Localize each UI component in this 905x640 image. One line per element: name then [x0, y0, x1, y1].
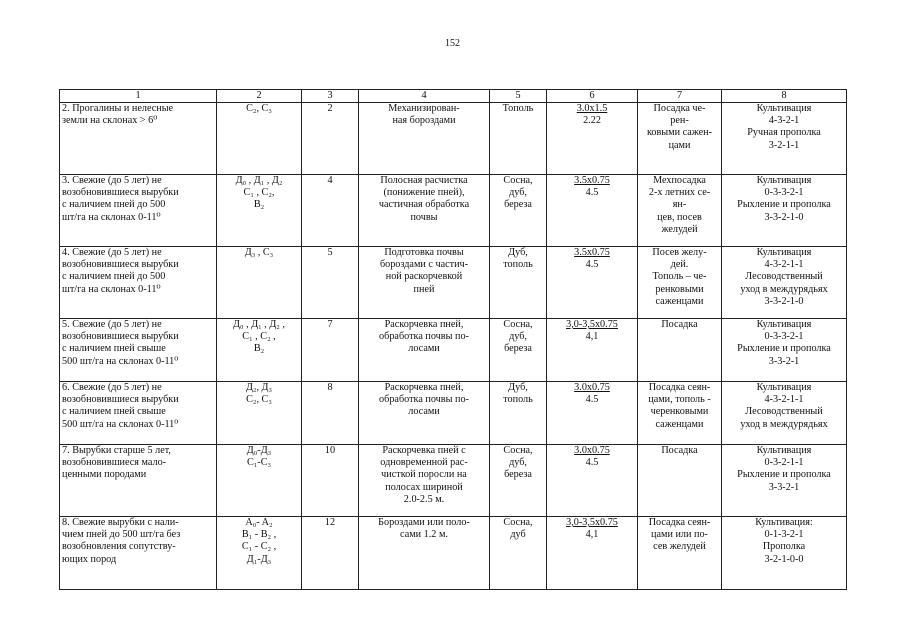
column-header-4: 4	[359, 90, 490, 103]
cell-forest-type-line: Д₀ , Д₁ , Д₂ ,	[233, 319, 285, 330]
column-header-7: 7	[638, 90, 722, 103]
cell-site-conditions-line: возобновившиеся вырубки	[62, 259, 179, 271]
column-header-2: 2	[217, 90, 302, 103]
cell-species-line: береза	[504, 343, 532, 355]
cell-site-conditions-line: 2. Прогалины и нелесные	[62, 103, 174, 114]
cell-forest-type-line: C₁ , C₂ ,	[242, 331, 276, 343]
cell-forest-type-line: B₂	[253, 343, 265, 355]
cell-soil-preparation-line: 2.0-2.5 м.	[403, 493, 445, 505]
spacing-value: 3.0x1.5	[576, 103, 608, 114]
cell-soil-preparation-line: Раскорчевка пней с	[382, 445, 466, 456]
cell-forest-type-line: Д₁-Д₃	[246, 553, 272, 565]
cell-species-line: дуб,	[509, 457, 527, 469]
cell-soil-preparation-line: ной раскорчевкой	[385, 271, 463, 283]
cell-species	[490, 247, 547, 319]
cell-site-conditions-line: 8. Свежие вырубки с нали-	[62, 517, 179, 528]
cell-spacing	[547, 175, 638, 247]
cell-tending-line: уход в междурядьях	[740, 418, 828, 430]
column-header-5: 5	[490, 90, 547, 103]
cell-site-conditions-line: 4. Свежие (до 5 лет) не	[62, 247, 162, 258]
cell-planting-method-line: Посадка че-	[653, 103, 706, 114]
cell-forest-type-line: C₁ , C₂,	[243, 187, 275, 199]
cell-species	[490, 517, 547, 590]
cell-tending-line: 3-3-2-1	[768, 355, 800, 367]
cell-number: 5	[302, 247, 359, 319]
cell-planting-method-line: ренковыми	[655, 283, 704, 295]
cell-soil-preparation-line: пней	[413, 283, 435, 295]
spacing-value: 3,0-3,5x0.75	[566, 517, 618, 528]
cell-forest-type-line: Д₂, Д₃	[245, 382, 273, 393]
cell-tending	[722, 319, 847, 382]
cell-planting-method	[638, 319, 722, 382]
cell-soil-preparation-line: обработка почвы по-	[379, 331, 469, 343]
cell-site-conditions-line: шт/га на склонах 0-11⁰	[62, 211, 161, 223]
cell-tending-line: Культивация	[756, 103, 812, 114]
cell-species-line: дуб,	[509, 187, 527, 199]
cell-site-conditions	[60, 247, 217, 319]
cell-soil-preparation	[359, 175, 490, 247]
cell-forest-type	[217, 382, 302, 445]
cell-tending-line: Лесоводственный	[745, 406, 823, 418]
density-value: 4.5	[585, 394, 599, 406]
cell-site-conditions-line: земли на склонах > 6⁰	[62, 115, 158, 127]
cell-spacing	[547, 319, 638, 382]
cell-site-conditions-line: ценными породами	[62, 469, 147, 481]
cell-tending-line: 0-1-3-2-1	[764, 529, 804, 541]
cell-tending	[722, 175, 847, 247]
cell-tending-line: Культивация	[756, 247, 812, 258]
cell-planting-method-line: ян-	[672, 199, 687, 211]
cell-soil-preparation-line: Подготовка почвы	[384, 247, 464, 258]
cell-forest-type-line: A₀- A₂	[245, 517, 273, 528]
cell-site-conditions-line: ющих пород	[62, 553, 117, 565]
cell-tending-line: 3-3-2-1	[768, 481, 800, 493]
cell-planting-method	[638, 247, 722, 319]
cell-planting-method-line: рен-	[670, 115, 689, 127]
cell-species-line: тополь	[503, 394, 533, 406]
cell-number: 7	[302, 319, 359, 382]
cell-species	[490, 382, 547, 445]
cell-planting-method	[638, 175, 722, 247]
cell-number: 12	[302, 517, 359, 590]
cell-species-line: тополь	[503, 259, 533, 271]
cell-site-conditions-line: 500 шт/га на склонах 0-11⁰	[62, 355, 179, 367]
cell-planting-method-line: цами или по-	[651, 529, 708, 541]
spacing-value: 3.5x0.75	[574, 247, 610, 258]
cell-soil-preparation	[359, 445, 490, 517]
cell-soil-preparation-line: ная бороздами	[392, 115, 456, 127]
cell-planting-method-line: Посадка	[661, 445, 698, 456]
cell-forest-type	[217, 517, 302, 590]
cell-tending	[722, 103, 847, 175]
cell-spacing	[547, 445, 638, 517]
cell-site-conditions	[60, 103, 217, 175]
cell-planting-method-line: черенковыми	[650, 406, 709, 418]
cell-planting-method-line: саженцами	[655, 295, 704, 307]
cell-species-line: Сосна,	[503, 445, 533, 456]
cell-planting-method-line: саженцами	[655, 418, 704, 430]
cell-species-line: Тополь	[502, 103, 534, 114]
density-value: 4,1	[585, 529, 599, 541]
table-row	[60, 517, 847, 590]
cell-site-conditions	[60, 517, 217, 590]
cell-tending-line: 3-2-1-1	[768, 139, 800, 151]
cell-species-line: береза	[504, 199, 532, 211]
cell-soil-preparation-line: одновременной рас-	[380, 457, 468, 469]
cell-species	[490, 445, 547, 517]
cell-planting-method	[638, 517, 722, 590]
cell-forest-type	[217, 319, 302, 382]
cell-site-conditions-line: возобновления сопутству-	[62, 541, 176, 553]
cell-tending	[722, 382, 847, 445]
cell-forest-type	[217, 103, 302, 175]
cell-tending-line: 0-3-3-2-1	[764, 331, 804, 343]
table-row	[60, 319, 847, 382]
cell-site-conditions-line: возобновившиеся вырубки	[62, 187, 179, 199]
cell-species	[490, 103, 547, 175]
cell-site-conditions-line: возобновившиеся вырубки	[62, 394, 179, 406]
cell-soil-preparation	[359, 517, 490, 590]
cell-soil-preparation	[359, 319, 490, 382]
cell-species-line: Дуб,	[508, 247, 528, 258]
cell-species-line: Сосна,	[503, 517, 533, 528]
cell-tending-line: Культивация	[756, 445, 812, 456]
cell-planting-method-line: Мехпосадка	[653, 175, 706, 186]
cell-tending-line: Ручная прополка	[747, 127, 821, 139]
cell-forest-type-line: B₂	[253, 199, 265, 211]
cell-soil-preparation-line: лосами	[408, 343, 440, 355]
cell-tending-line: 3-2-1-0-0	[764, 553, 804, 565]
cell-tending-line: Рыхление и прополка	[737, 469, 831, 481]
cell-planting-method-line: Посадка сеян-	[648, 517, 711, 528]
column-header-8: 8	[722, 90, 847, 103]
density-value: 4.5	[585, 457, 599, 469]
cell-soil-preparation-line: частичная обработка	[378, 199, 470, 211]
cell-soil-preparation-line: Раскорчевка пней,	[384, 319, 464, 330]
cell-tending-line: 0-3-3-2-1	[764, 187, 804, 199]
cell-forest-type-line: C₂, C₃	[246, 394, 272, 406]
cell-forest-type-line: C₁ - C₂ ,	[241, 541, 277, 553]
cell-forest-type-line: C₁-C₃	[246, 457, 272, 469]
cell-species-line: дуб,	[509, 331, 527, 343]
spacing-value: 3.0x0.75	[574, 445, 610, 456]
cell-spacing	[547, 247, 638, 319]
cell-number: 8	[302, 382, 359, 445]
column-header-6: 6	[547, 90, 638, 103]
cell-forest-type	[217, 247, 302, 319]
density-value: 2.22	[583, 115, 601, 127]
cell-soil-preparation	[359, 382, 490, 445]
cell-species-line: береза	[504, 469, 532, 481]
cell-planting-method	[638, 382, 722, 445]
column-header-3: 3	[302, 90, 359, 103]
cell-number: 2	[302, 103, 359, 175]
cell-species-line: Сосна,	[503, 175, 533, 186]
cell-forest-type-line: C₂, C₃	[246, 103, 272, 114]
cell-tending-line: 4-3-2-1-1	[764, 394, 804, 406]
table-row	[60, 247, 847, 319]
cell-soil-preparation-line: лосами	[408, 406, 440, 418]
table-row	[60, 445, 847, 517]
cell-spacing	[547, 103, 638, 175]
cell-species-line: Дуб,	[508, 382, 528, 393]
cell-forest-type-line: Д₃ , C₃	[244, 247, 274, 258]
cell-tending-line: 3-3-2-1-0	[764, 211, 804, 223]
spacing-value: 3.5x0.75	[574, 175, 610, 186]
cell-planting-method-line: цами	[668, 139, 691, 151]
cell-planting-method-line: желудей	[661, 223, 698, 235]
cell-soil-preparation	[359, 247, 490, 319]
cell-site-conditions-line: с наличием пней до 500	[62, 271, 166, 283]
cell-site-conditions-line: 7. Вырубки старше 5 лет,	[62, 445, 171, 456]
cell-site-conditions	[60, 319, 217, 382]
cell-tending-line: Культивация	[756, 175, 812, 186]
spacing-value: 3,0-3,5x0.75	[566, 319, 618, 330]
cell-site-conditions-line: с наличием пней до 500	[62, 199, 166, 211]
cell-number: 4	[302, 175, 359, 247]
cell-tending-line: 0-3-2-1-1	[764, 457, 804, 469]
cell-tending	[722, 517, 847, 590]
density-value: 4.5	[585, 259, 599, 271]
cell-site-conditions-line: 3. Свежие (до 5 лет) не	[62, 175, 162, 186]
cell-soil-preparation-line: чисткой поросли на	[381, 469, 467, 481]
cell-tending-line: Культивация:	[755, 517, 813, 528]
cell-spacing	[547, 382, 638, 445]
cell-soil-preparation-line: почвы	[410, 211, 438, 223]
header-row	[60, 90, 847, 103]
cell-tending-line: 3-3-2-1-0	[764, 295, 804, 307]
table-row	[60, 103, 847, 175]
cell-planting-method-line: ковыми сажен-	[646, 127, 713, 139]
table-row	[60, 175, 847, 247]
cell-planting-method-line: Тополь – че-	[652, 271, 707, 283]
cell-site-conditions-line: возобновившиеся вырубки	[62, 331, 179, 343]
cell-species-line: Сосна,	[503, 319, 533, 330]
cell-planting-method-line: сев желудей	[653, 541, 706, 553]
cell-tending-line: Рыхление и прополка	[737, 343, 831, 355]
cell-planting-method-line: 2-х летних се-	[648, 187, 711, 199]
cell-planting-method-line: цами, тополь -	[648, 394, 711, 406]
cell-site-conditions	[60, 382, 217, 445]
cell-site-conditions	[60, 175, 217, 247]
cell-tending-line: Рыхление и прополка	[737, 199, 831, 211]
cell-spacing	[547, 517, 638, 590]
cell-planting-method-line: Посадка	[661, 319, 698, 330]
cell-forest-type-line: B₁ - B₂ ,	[241, 529, 277, 541]
spacing-value: 3.0x0.75	[574, 382, 610, 393]
cell-soil-preparation-line: Бороздами или поло-	[378, 517, 470, 528]
cell-soil-preparation-line: Механизирован-	[388, 103, 460, 114]
cell-soil-preparation-line: (понижение пней),	[383, 187, 465, 199]
cell-soil-preparation	[359, 103, 490, 175]
cell-planting-method-line: цев, посев	[657, 211, 702, 223]
cell-planting-method	[638, 103, 722, 175]
cell-planting-method-line: дей.	[670, 259, 689, 271]
cell-site-conditions-line: 500 шт/га на склонах 0-11⁰	[62, 418, 179, 430]
cell-site-conditions-line: 5. Свежие (до 5 лет) не	[62, 319, 162, 330]
density-value: 4.5	[585, 187, 599, 199]
page-number: 152	[445, 38, 460, 49]
cell-tending	[722, 247, 847, 319]
cell-site-conditions-line: шт/га на склонах 0-11⁰	[62, 283, 161, 295]
cell-species	[490, 175, 547, 247]
cell-tending-line: Культивация	[756, 319, 812, 330]
density-value: 4,1	[585, 331, 599, 343]
cell-planting-method-line: Посадка сеян-	[648, 382, 711, 393]
cell-site-conditions-line: возобновившиеся мало-	[62, 457, 167, 469]
cell-soil-preparation-line: Полосная расчистка	[380, 175, 468, 186]
cell-forest-type	[217, 175, 302, 247]
cell-site-conditions	[60, 445, 217, 517]
cell-tending	[722, 445, 847, 517]
cell-tending-line: 4-3-2-1	[768, 115, 800, 127]
cell-soil-preparation-line: обработка почвы по-	[379, 394, 469, 406]
cell-species	[490, 319, 547, 382]
cell-tending-line: Лесоводственный	[745, 271, 823, 283]
column-header-1: 1	[60, 90, 217, 103]
cell-site-conditions-line: 6. Свежие (до 5 лет) не	[62, 382, 162, 393]
cell-tending-line: Прополка	[762, 541, 806, 553]
cell-forest-type-line: Д₀ , Д₁ , Д₂	[235, 175, 283, 186]
cell-planting-method-line: Посев желу-	[652, 247, 707, 258]
table-row	[60, 382, 847, 445]
cell-site-conditions-line: чием пней до 500 шт/га без	[62, 529, 181, 541]
cell-soil-preparation-line: полосах шириной	[385, 481, 463, 493]
cell-site-conditions-line: с наличием пней свыше	[62, 343, 166, 355]
table-body	[60, 103, 847, 590]
cell-site-conditions-line: с наличием пней свыше	[62, 406, 166, 418]
cell-number: 10	[302, 445, 359, 517]
forestry-table	[59, 89, 847, 590]
cell-tending-line: уход в междурядьях	[740, 283, 828, 295]
cell-tending-line: Культивация	[756, 382, 812, 393]
cell-planting-method	[638, 445, 722, 517]
cell-species-line: дуб	[510, 529, 526, 541]
cell-soil-preparation-line: сами 1.2 м.	[400, 529, 448, 541]
cell-forest-type-line: Д₀-Д₃	[246, 445, 272, 456]
cell-soil-preparation-line: Раскорчевка пней,	[384, 382, 464, 393]
cell-forest-type	[217, 445, 302, 517]
cell-tending-line: 4-3-2-1-1	[764, 259, 804, 271]
cell-soil-preparation-line: бороздами с частич-	[379, 259, 469, 271]
